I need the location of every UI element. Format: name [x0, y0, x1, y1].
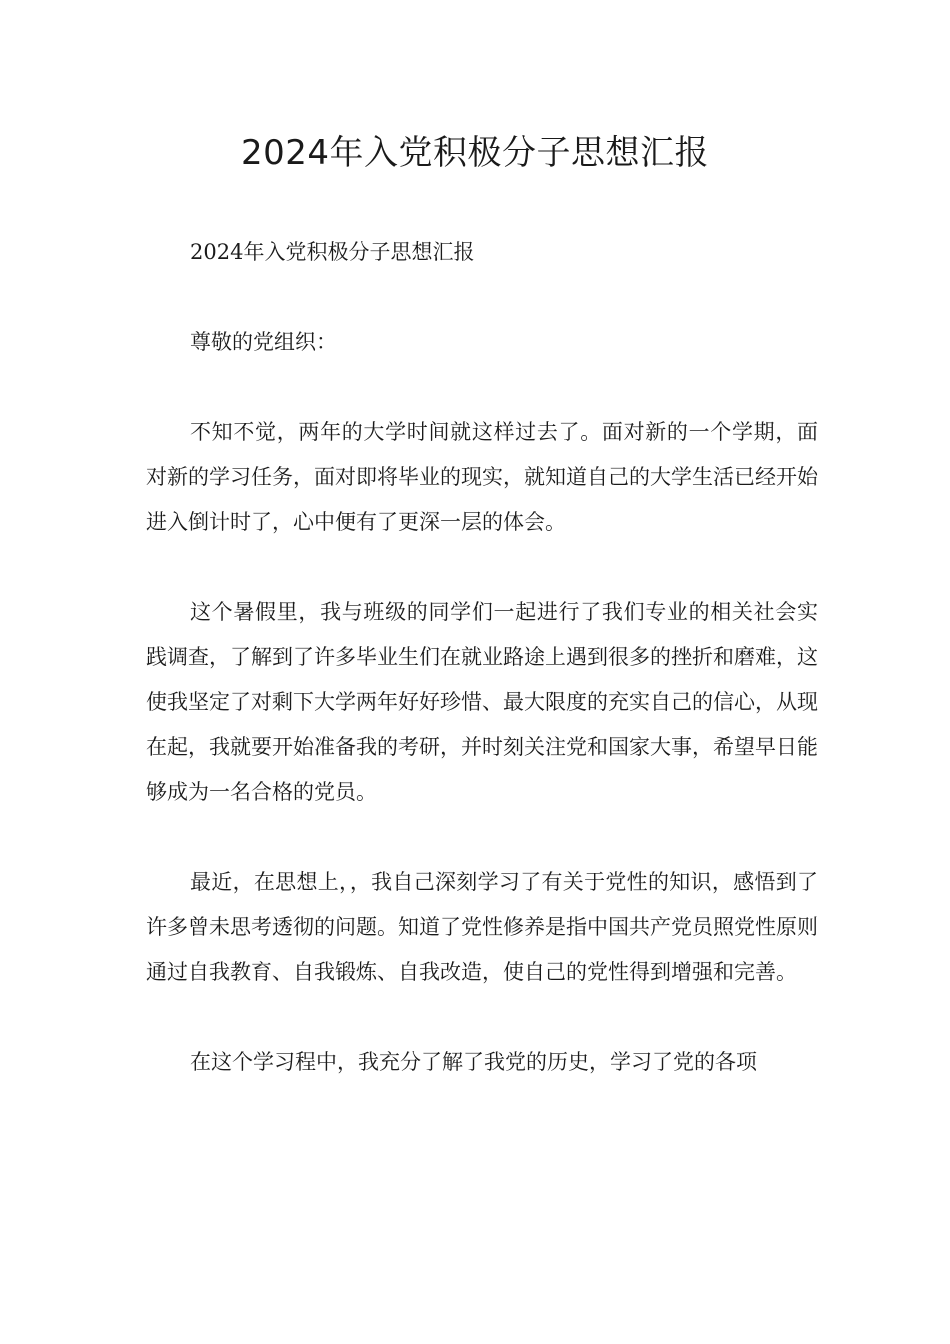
paragraph-salutation: 尊敬的党组织： — [190, 330, 337, 354]
document-body — [146, 230, 818, 1085]
paragraph-subtitle: 2024年入党积极分子思想汇报 — [190, 240, 475, 264]
paragraph-body: 这个暑假里，我与班级的同学们一起进行了我们专业的相关社会实践调查，了解到了许多毕业生们在就业路途上遇到很多的挫折和磨难，这使我坚定了对剩下大学两年好好珍惜、最大限度的充实自己的信心，从现在起，我就要开始准备我的考研，并时刻关注党和国家大事，希望早日能够成为一名合格的党员。 — [146, 600, 818, 804]
paragraph-body: 不知不觉，两年的大学时间就这样过去了。面对新的一个学期，面对新的学习任务，面对即将毕业的现实，就知道自己的大学生活已经开始进入倒计时了，心中便有了更深一层的体会。 — [146, 420, 818, 534]
paragraph-body: 最近，在思想上，，我自己深刻学习了有关于党性的知识，感悟到了许多曾未思考透彻的问题。知道了党性修养是指中国共产党员照党性原则通过自我教育、自我锻炼、自我改造，使自己的党性得到增强和完善。 — [146, 870, 818, 984]
document-title: 2024年入党积极分子思想汇报 — [240, 133, 710, 173]
paragraph-body: 在这个学习程中，我充分了解了我党的历史，学习了党的各项 — [190, 1050, 757, 1074]
